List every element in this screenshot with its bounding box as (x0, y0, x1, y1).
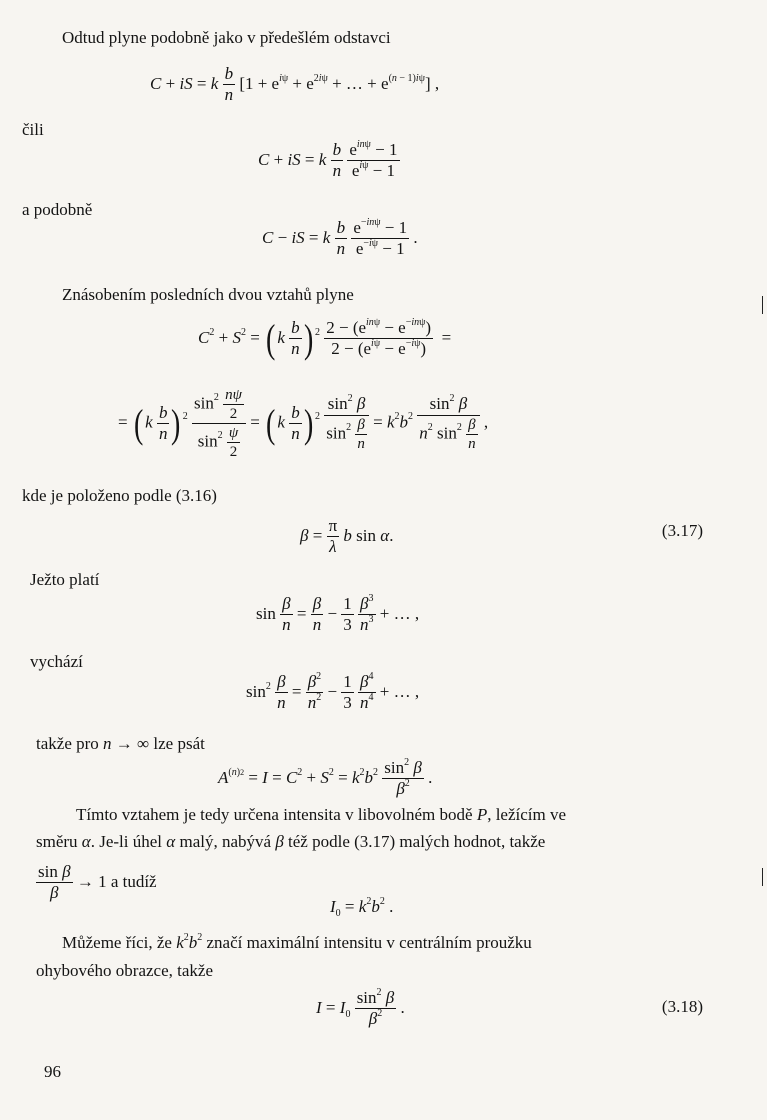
equation-sinc-limit: $\frac{\text{sin β}}{\beta}$ → 1 a tudíž (38, 862, 157, 903)
paragraph-muzeme-line1: Můžeme říci, že $k^2b^2$ značí maximální intensitu v centrálním proužku (62, 932, 532, 952)
equation-limit-intensity: $A^{(n)2} = I = C^2 + S^2 = k^2b^2$ $\frac{\sin^2 \beta}{\beta^2}$ . (218, 757, 433, 799)
equation-intensity-sine-form: = ( k $\frac{b}{n}$ ) $^2$ $\sin^2$ $\frac{n\psi}{2}$ $\sin^2$ $\frac{\psi}{2}$ = ( k $\frac{b}{n}$ ) $^2$ $\sin^2 \beta$ $\sin^2$ $\frac{\beta}{n}$ = $k^2b^2$ $\sin^2 \beta$ $n^2$ $\sin^2$ $\frac{\beta}{n}$ , (118, 387, 489, 460)
equation-intensity-final: $I = I_0$ $\frac{\sin^2 \beta}{\beta^2}$ . (316, 987, 405, 1029)
equation-sum-closed: C + iS = k $\frac{b}{n}$ $\frac{e^{in\psi} - 1}{e^{i\psi} - 1}$ (258, 139, 398, 181)
equation-sine-expansion: sin $\frac{\beta}{n}$ = $\frac{\beta}{n}$ − $\frac{1}{3}$ $\frac{\beta^3}{n^3}$ + … , (256, 593, 420, 635)
paragraph-timto-line1: Tímto vztahem je tedy určena intensita v libovolném bodě P, ležícím ve (76, 805, 567, 824)
equation-beta-definition: β = $\frac{\pi}{\lambda}$ b sin α. (300, 516, 394, 557)
paragraph-muzeme-line2: ohybového obrazce, takže (36, 961, 213, 980)
paragraph-intro: Odtud plyne podobně jako v předešlém odstavci (62, 28, 391, 47)
phrase-a-podobne: a podobně (22, 200, 93, 219)
margin-mark (762, 296, 763, 314)
word-vychazi: vychází (30, 652, 83, 671)
paragraph-kde: kde je položeno podle (3.16) (22, 486, 217, 505)
paragraph-znasobenim: Znásobením posledních dvou vztahů plyne (62, 285, 354, 304)
word-cili: čili (22, 120, 44, 139)
page-number: 96 (44, 1062, 61, 1081)
equation-difference-closed: C − iS = k $\frac{b}{n}$ $\frac{e^{-in\psi} - 1}{e^{-i\psi} - 1}$ . (262, 217, 418, 259)
equation-intensity-product: $C^2 + S^2$ = ( k $\frac{b}{n}$ ) $^2$ $\frac{2 - (e^{in\psi} - e^{-in\psi})}{2 - (e^{i\psi} - e^{-i\psi})}$ = (198, 315, 452, 361)
equation-number-3-17: (3.17) (661, 521, 703, 540)
equation-i0: $I_0 = k^2b^2$ . (330, 896, 394, 919)
equation-number-3-18: (3.18) (661, 997, 703, 1016)
equation-sine-squared-expansion: $\sin^2$ $\frac{\beta}{n}$ = $\frac{\beta^2}{n^2}$ − $\frac{1}{3}$ $\frac{\beta^4}{n^4}$ + … , (246, 671, 420, 713)
paragraph-timto-line2: směru α. Je-li úhel α malý, nabývá β též podle (3.17) malých hodnot, takže (36, 832, 546, 851)
paragraph-jezto: Ježto platí (30, 570, 100, 589)
equation-sum-series: C + iS = k $\frac{b}{n}$ [$1 + e^{i\psi} + e^{2i\psi}$ + … + $e^{(n - 1)i\psi}$] , (150, 64, 440, 105)
paragraph-takze-limit: takže pro n → ∞ lze psát (36, 734, 205, 753)
margin-mark (762, 868, 763, 886)
